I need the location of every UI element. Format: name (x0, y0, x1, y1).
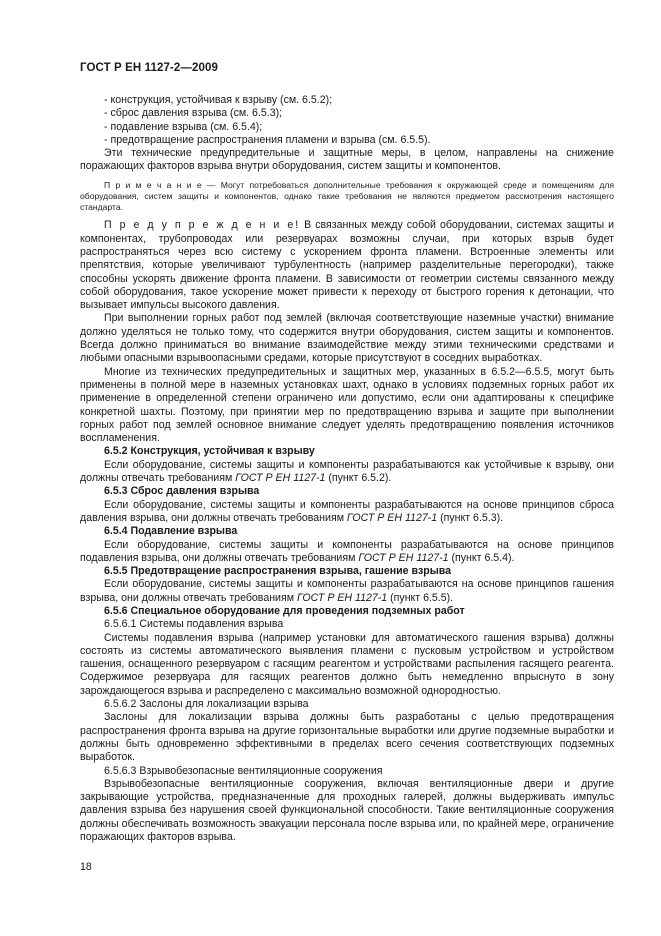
note-text: — Могут потребоваться дополнительные требования к окружающей среде и помещениям для оборудования, систем защиты и компонентов, однако такие требования не являются предметом рассмотрения настоящего стандарта. (80, 179, 615, 213)
standard-reference: ГОСТ Р ЕН 1127-1 (296, 591, 388, 604)
paragraph-measures: Многие из технических предупредительных и защитных мер, указанных в 6.5.2—6.5.5, могут быть применены в полной мере в наземных установках шахт, однако в условиях подземных горных работ их применение в определенной степени ограничено или допустимо, если они адаптированы к специфике конкретной шахты. Поэтому, при принятии мер по предотвращению взрыва и защите при выполнении горных работ под землей основное внимание следует уделять предотвращению появления источников воспламенения. (80, 365, 614, 445)
list-item: - подавление взрыва (см. 6.5.4); (104, 120, 263, 133)
text-part: (пункт 6.5.2). (325, 472, 392, 485)
paragraph-intro: Эти технические предупредительные и защитные меры, в целом, направлены на снижение поражающих факторов взрыва внутри оборудования, систем защиты и компонентов. (80, 147, 614, 173)
document-page (80, 62, 614, 844)
section-heading-6-5-6: 6.5.6 Специальное оборудование для проведения подземных работ (104, 605, 465, 617)
section-text-6-5-6-2: Заслоны для локализации взрыва должны быть разработаны с целью предотвращения распространения фронта взрыва на другие горизонтальные выработки или другие подземные выработки и должны быть одновременно эффективными в пределах всего сечения соответствующих подземных выработок. (80, 711, 614, 764)
text-part: (пункт 6.5.3). (437, 511, 504, 524)
text-part: Если оборудование, системы защиты и компоненты разрабатываются как устойчивые к взрыву, они должны отвечать требованиям (80, 458, 614, 485)
warning-text: В связанных между собой оборудовании, системах защиты и компонентах, трубопроводах или резервуарах возможны случаи, при которых взрыв будет распространяться через всю систему с ускорением фронта пламени. Встроенные элементы или препятствия, которые увеличивают турбулентность (например разделительные перегородки), также способны ускорять движение фронта пламени. В зависимости от геометрии системы связанного между собой оборудования, такое ускорение может привести к переходу от быстрого горения к детонации, что вызывает импульсы высокого давления. (80, 219, 614, 312)
text-part: Если оборудование, системы защиты и компоненты разрабатываются на основе принципов подавления взрыва, они должны отвечать требованиям (80, 538, 614, 564)
section-heading-6-5-6-3: 6.5.6.3 Взрывобезопасные вентиляционные сооружения (104, 764, 383, 777)
page-number: 18 (80, 861, 92, 873)
section-heading-6-5-4: 6.5.4 Подавление взрыва (104, 525, 238, 538)
warning-paragraph (80, 219, 614, 312)
section-text-6-5-5 (80, 578, 614, 605)
section-text-6-5-4 (80, 539, 614, 566)
note-paragraph (80, 180, 614, 214)
list-item: - конструкция, устойчивая к взрыву (см. 6.5.2); (104, 94, 333, 106)
section-heading-6-5-5: 6.5.5 Предотвращение распространения взрыва, гашение взрыва (104, 565, 452, 578)
standard-reference: ГОСТ Р ЕН 1127-1 (235, 472, 326, 485)
document-header: ГОСТ Р ЕН 1127-2—2009 (80, 62, 218, 74)
note-label: П р и м е ч а н и е (104, 179, 202, 190)
text-part: Если оборудование, системы защиты и компоненты разрабатываются на основе принципов сброса давления взрыва, они должны отвечать требованиям (80, 498, 614, 524)
standard-reference: ГОСТ Р ЕН 1127-1 (346, 511, 438, 524)
standard-reference: ГОСТ Р ЕН 1127-1 (358, 551, 449, 564)
section-text-6-5-6-1: Системы подавления взрыва (например установки для автоматического гашения взрыва) должны состоять из системы автоматического выявления пламени с пусковым устройством и устройством гашения, оснащенного резервуаром с гасящим реагентом и устройствами распыления гасящего реагента. Содержимое резервуара для гасящих реагентов должно быть немедленно впрыснуто в зону зарождающегося взрыва и распределено с максимально возможной однородностью. (80, 631, 614, 697)
section-heading-6-5-6-2: 6.5.6.2 Заслоны для локализации взрыва (104, 698, 309, 711)
section-heading-6-5-2: 6.5.2 Конструкция, устойчивая к взрыву (104, 445, 315, 458)
section-heading-6-5-3: 6.5.3 Сброс давления взрыва (104, 485, 260, 498)
section-text-6-5-2 (80, 459, 614, 486)
section-text-6-5-3 (80, 499, 614, 526)
section-text-6-5-6-3: Взрывобезопасные вентиляционные сооружения, включая вентиляционные двери и другие закрывающие устройства, предназначенные для проходных галерей, должны выдерживать импульс давления взрыва без нарушения своей функциональной способности. Такие вентиляционные сооружения должны обеспечивать возможность эвакуации персонала после взрыва или, по крайней мере, ограничение поражающих факторов взрыва. (80, 777, 614, 844)
paragraph-mining: При выполнении горных работ под землей (включая соответствующие наземные участки) внимание должно уделяться не только тому, что содержится внутри оборудования, систем защиты и компонентов. Всегда должно приниматься во внимание взаимодействие между этими техническими средствами и любыми опасными взрывоопасными средами, которые присутствуют в соседних выработках. (80, 312, 614, 365)
list-item: - предотвращение распространения пламени и взрыва (см. 6.5.5). (104, 133, 431, 146)
section-heading-6-5-6-1: 6.5.6.1 Системы подавления взрыва (104, 618, 284, 631)
list-item: - сброс давления взрыва (см. 6.5.3); (104, 107, 283, 120)
text-part: Если оборудование, системы защиты и компоненты разрабатываются на основе принципов гашения взрыва, они должны отвечать требованиям (80, 578, 614, 604)
text-part: (пункт 6.5.5). (387, 591, 454, 604)
text-part: (пункт 6.5.4). (448, 551, 515, 564)
warning-label: П р е д у п р е ж д е н и е! (104, 219, 301, 232)
